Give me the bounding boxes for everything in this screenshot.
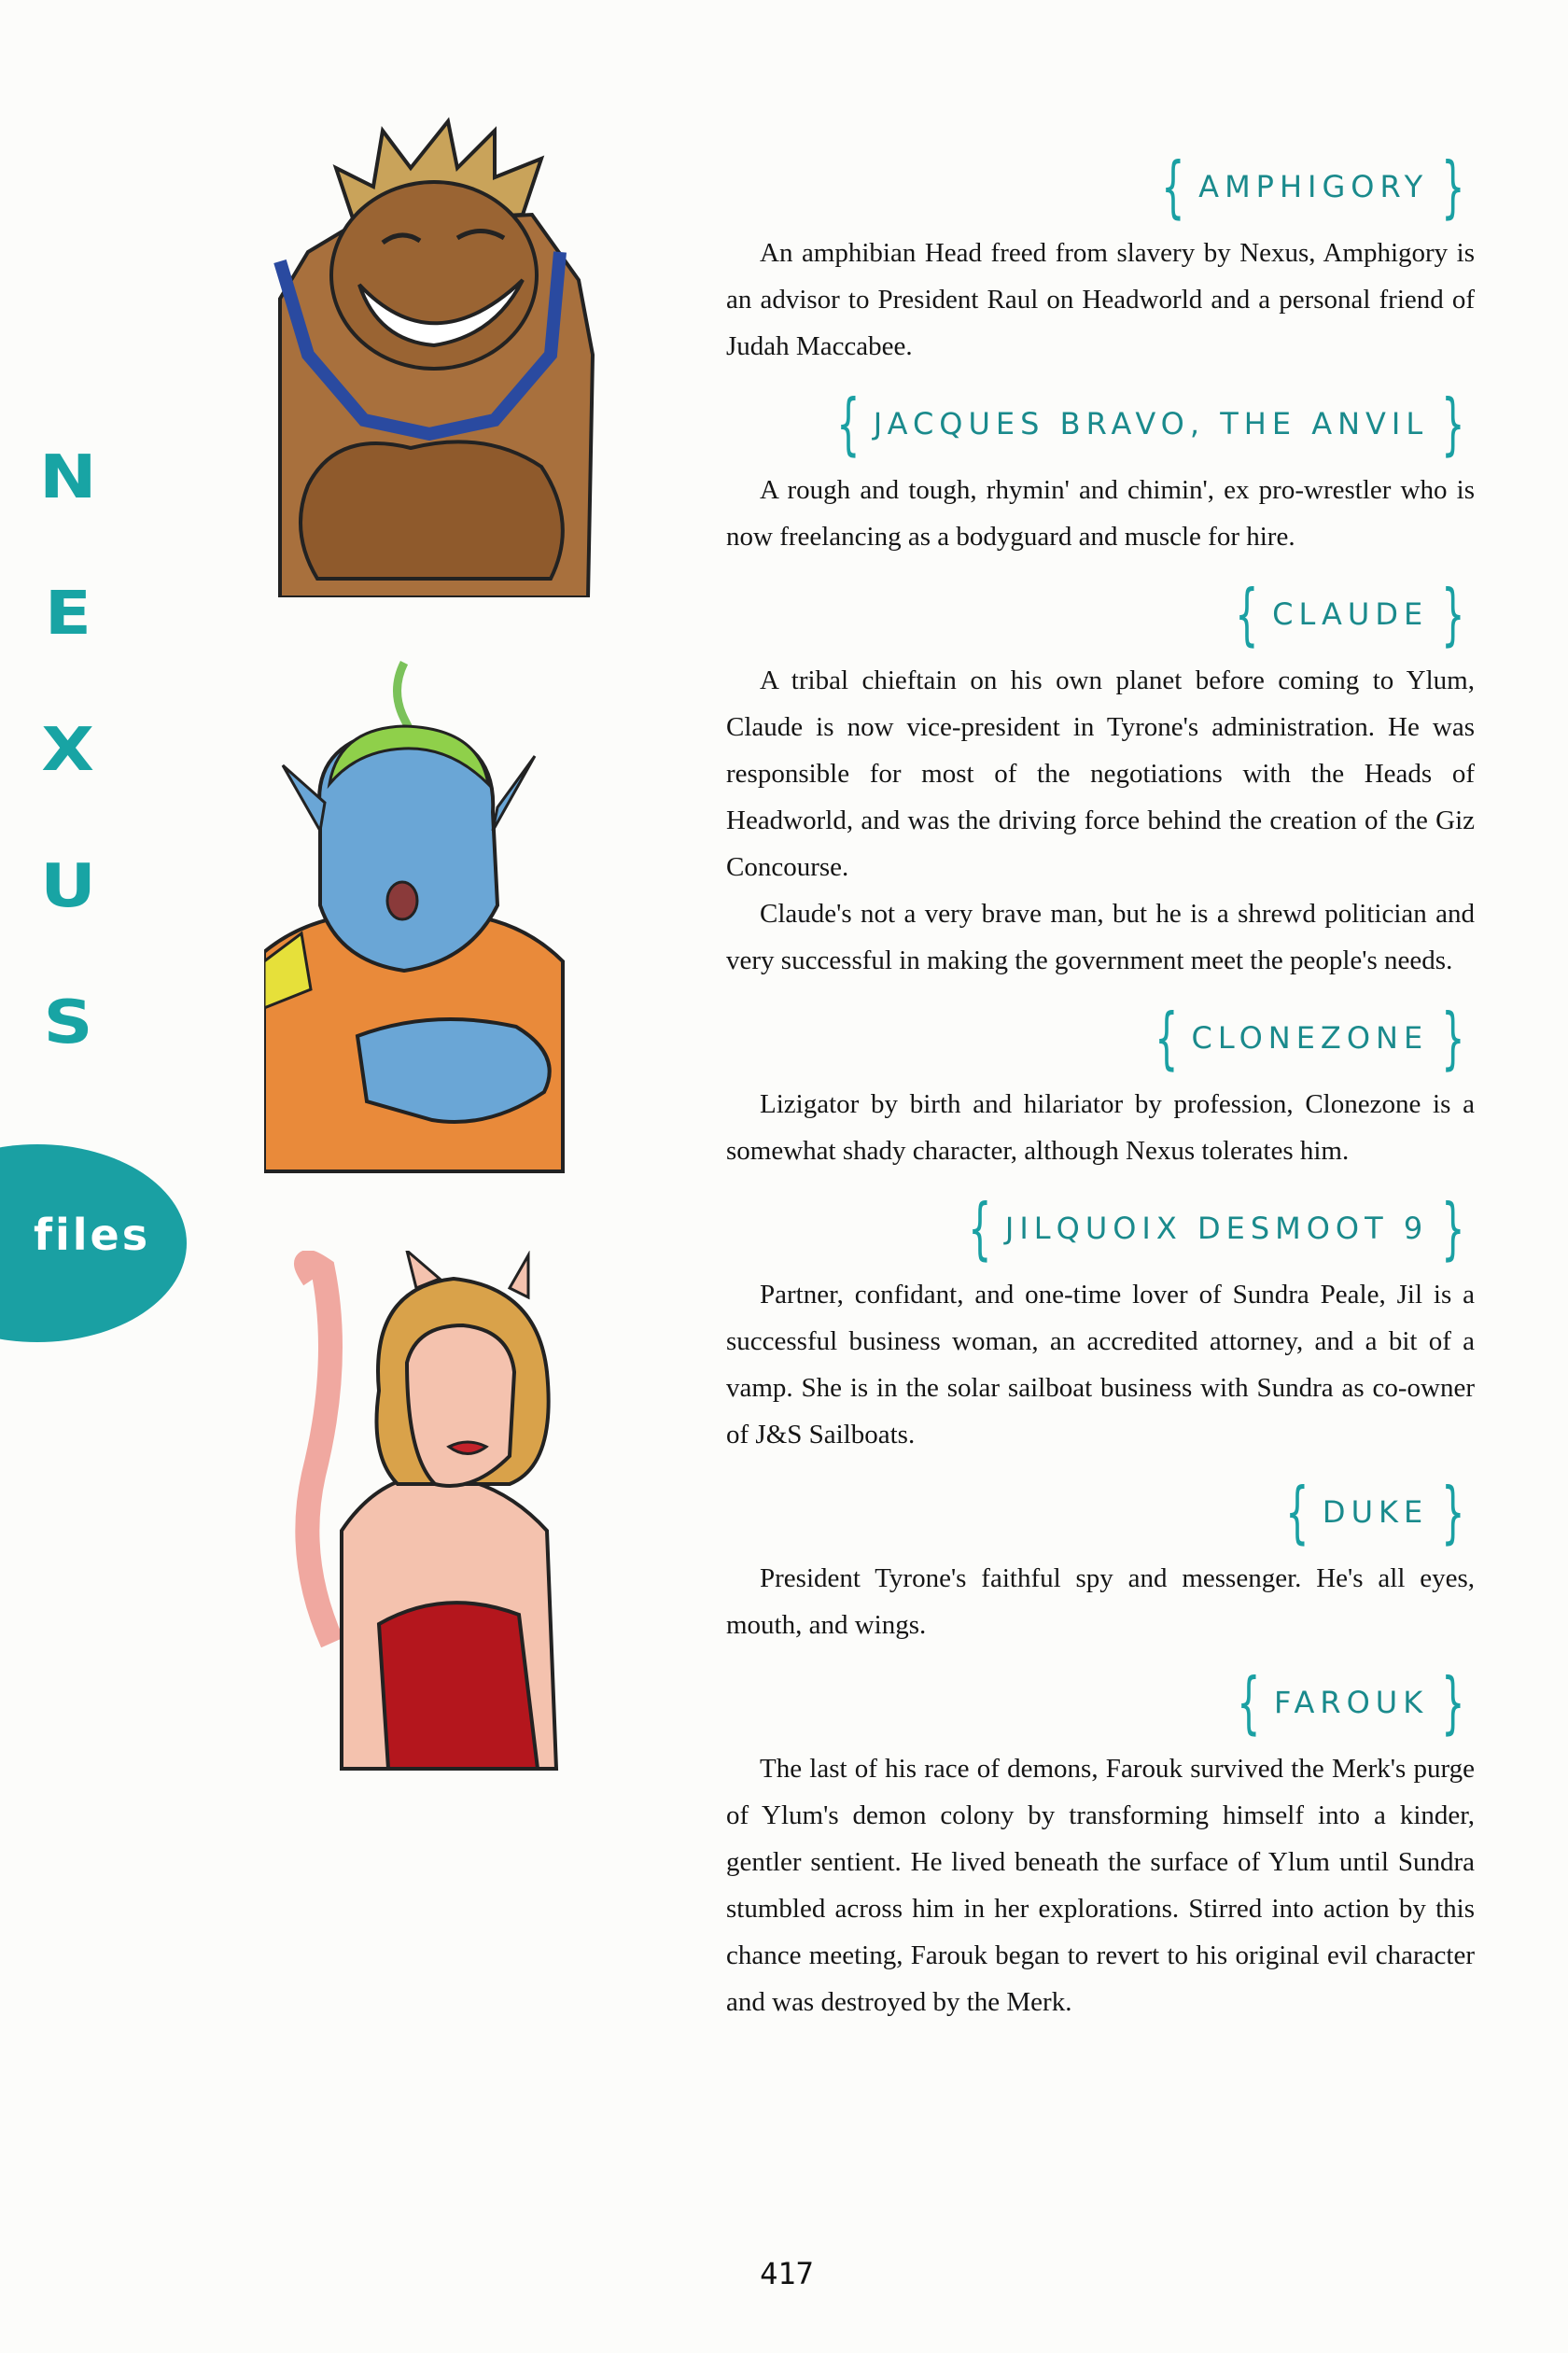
right-brace-icon: } [1441,1663,1465,1742]
right-brace-icon: } [1441,999,1465,1077]
claude-portrait [264,653,572,1176]
entry-jacques-bravo [726,386,1475,560]
entry-description: A rough and tough, rhymin' and chimin', ex pro-wrestler who is now freelancing as a bodyguard and muscle for hire. [726,475,1475,552]
files-tab-label: files [34,1210,151,1260]
entry-amphigory [726,149,1475,370]
left-brace-icon: { [1155,999,1179,1077]
right-brace-icon: } [1441,575,1465,653]
entry-description: Partner, confidant, and one-time lover of Sundra Peale, Jil is a successful business woman, an accredited attorney, and a bit of a vamp. She is in the solar sailboat business with Sundra as co-owner of J&S Sailboats. [726,1280,1475,1450]
left-brace-icon: { [968,1189,992,1268]
entry-title: JACQUES BRAVO, THE ANVIL [873,406,1429,441]
entry-clonezone [726,1001,1475,1174]
left-brace-icon: { [1285,1473,1309,1551]
sidebar-letter: X [41,716,95,785]
character-entries [726,149,1475,2025]
right-brace-icon: } [1441,385,1465,463]
entry-title: CLONEZONE [1191,1020,1429,1056]
entry-title: AMPHIGORY [1198,169,1429,204]
entry-title: DUKE [1322,1494,1429,1530]
left-brace-icon: { [1235,575,1259,653]
entry-description: The last of his race of demons, Farouk survived the Merk's purge of Ylum's demon colony by transforming himself into a kinder, gentler sentient. He lived beneath the surface of Ylum until Sundra stumbled across him in her explorations. Stirred into action by this chance meeting, Farouk began to revert to his original evil character and was destroyed by the Merk. [726,1754,1475,2017]
left-brace-icon: { [836,385,861,463]
sidebar-letter: E [44,580,92,649]
left-brace-icon: { [1161,147,1185,226]
entry-jilquoix-desmoot [726,1191,1475,1458]
right-brace-icon: } [1441,1473,1465,1551]
entry-claude [726,577,1475,984]
entry-description: President Tyrone's faithful spy and messenger. He's all eyes, mouth, and wings. [726,1563,1475,1640]
entry-farouk [726,1665,1475,2025]
entry-description: A tribal chieftain on his own planet before coming to Ylum, Claude is now vice-president in Tyrone's administration. He was responsible for most of the negotiations with the Heads of Headworld, and was the driving force behind the creation of the Giz Concourse. [726,665,1475,882]
entry-description: An amphibian Head freed from slavery by Nexus, Amphigory is an advisor to President Raul on Headworld and a personal friend of Judah Maccabee. [726,238,1475,361]
entry-title: JILQUOIX DESMOOT 9 [1004,1211,1429,1246]
entry-duke [726,1475,1475,1648]
entry-description: Lizigator by birth and hilariator by profession, Clonezone is a somewhat shady character, although Nexus tolerates him. [726,1089,1475,1166]
jilquoix-portrait [276,1251,584,1773]
entry-description: Claude's not a very brave man, but he is a shrewd politician and very successful in making the government meet the people's needs. [726,899,1475,975]
right-brace-icon: } [1441,1189,1465,1268]
entry-title: FAROUK [1274,1685,1429,1720]
entry-title: CLAUDE [1272,596,1429,632]
sidebar-letter: S [43,988,93,1057]
sidebar-title [35,443,101,1057]
sidebar-letter: U [40,852,96,921]
sidebar-letter: N [39,443,97,512]
page-number: 417 [760,2256,814,2291]
right-brace-icon: } [1441,147,1465,226]
amphigory-portrait [271,112,597,597]
left-brace-icon: { [1237,1663,1261,1742]
